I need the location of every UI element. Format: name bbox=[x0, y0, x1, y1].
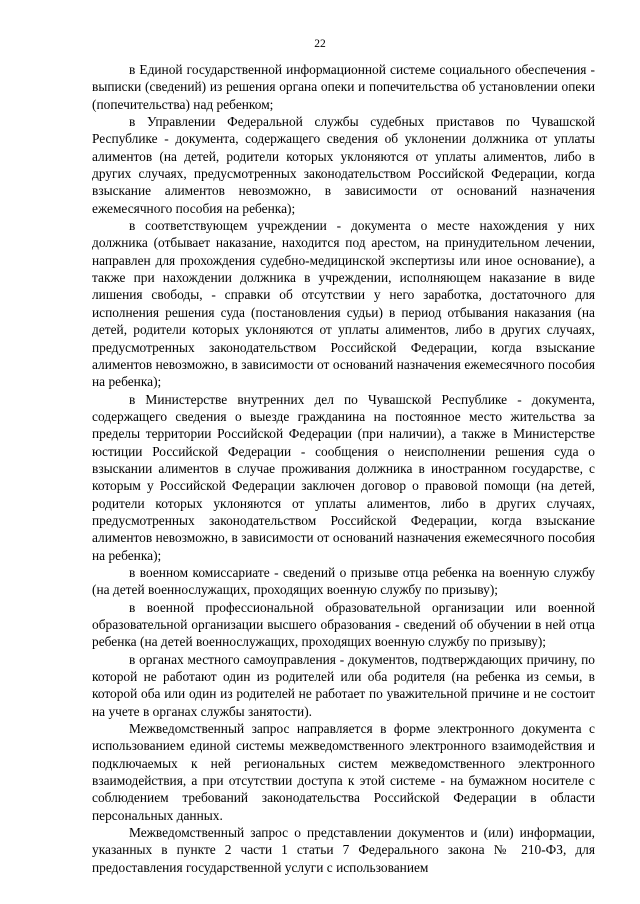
page-number: 22 bbox=[314, 38, 326, 50]
paragraph-egisso-extract: в Единой государственной информационной системе социального обеспечения - выписки (сведений) из решения органа опеки и попечительства об установлении опеки (попечительства) над ребенком; bbox=[92, 62, 595, 112]
paragraph-interior-ministry: в Министерстве внутренних дел по Чувашской Республике - документа, содержащего сведения о выезде гражданина на постоянное место жительства за пределы территории Российской Федерации (при наличии), а также в Министерстве юстиции Российской Федерации - сообщения о неисполнении решения суда о взыскании алиментов в случае проживания должника в иностранном государстве, с которым у Российской Федерации заключен договор о правовой помощи (на детей, родители которых уклоняются от уплаты алиментов, либо в других случаях, предусмотренных законодательством Российской Федерации, когда взыскание алиментов невозможно, в зависимости от оснований назначения ежемесячного пособия на ребенка); bbox=[92, 391, 595, 563]
paragraph-military-education: в военной профессиональной образовательной организации или военной образовательной организации высшего образования - сведений об обучении в ней отца ребенка (на детей военнослужащих, проходящих военную службу по призыву); bbox=[92, 599, 595, 650]
document-body bbox=[92, 61, 595, 876]
paragraph-request-documents: Межведомственный запрос о представлении документов и (или) информации, указанных в пункте 2 части 1 статьи 7 Федерального закона № 210-ФЗ, для предоставления государственной услуги с использованием bbox=[92, 825, 595, 875]
paragraph-local-government: в органах местного самоуправления - документов, подтверждающих причину, по которой не работают один из родителей или оба родителя (на ребенка из семьи, в которой оба или один из родителей не работает по уважительной причине и не состоит на учете в органах службы занятости). bbox=[92, 651, 595, 719]
paragraph-institution-debtor-location: в соответствующем учреждении - документа о месте нахождения у них должника (отбывает наказание, находится под арестом, на принудительном лечении, направлен для прохождения судебно-медицинской экспертизы или иное основание), а также при нахождении должника в учреждении, исполняющем наказание в виде лишения свободы, - справки об отсутствии у него заработка, достаточного для исполнения решения суда (постановления судьи) в период отбывания наказания (на детей, родители которых уклоняются от уплаты алиментов, либо в других случаях, предусмотренных законодательством Российской Федерации, когда взыскание алиментов невозможно, в зависимости от оснований назначения ежемесячного пособия на ребенка); bbox=[92, 218, 595, 390]
paragraph-military-commissariat: в военном комиссариате - сведений о призыве отца ребенка на военную службу (на детей военнослужащих, проходящих военную службу по призыву); bbox=[92, 564, 595, 598]
paragraph-bailiff-service: в Управлении Федеральной службы судебных приставов по Чувашской Республике - документа, содержащего сведения об уклонении должника от уплаты алиментов (на детей, родители которых уклоняются от уплаты алиментов, либо в других случаях, предусмотренных законодательством Российской Федерации, когда взыскание алиментов невозможно, в зависимости от оснований назначения ежемесячного пособия на ребенка); bbox=[92, 114, 595, 216]
paragraph-electronic-request: Межведомственный запрос направляется в форме электронного документа с использованием единой системы межведомственного электронного взаимодействия и подключаемых к ней региональных систем межведомственного электронного взаимодействия, а при отсутствии доступа к этой системе - на бумажном носителе с соблюдением требований законодательства Российской Федерации в области персональных данных. bbox=[92, 721, 595, 823]
